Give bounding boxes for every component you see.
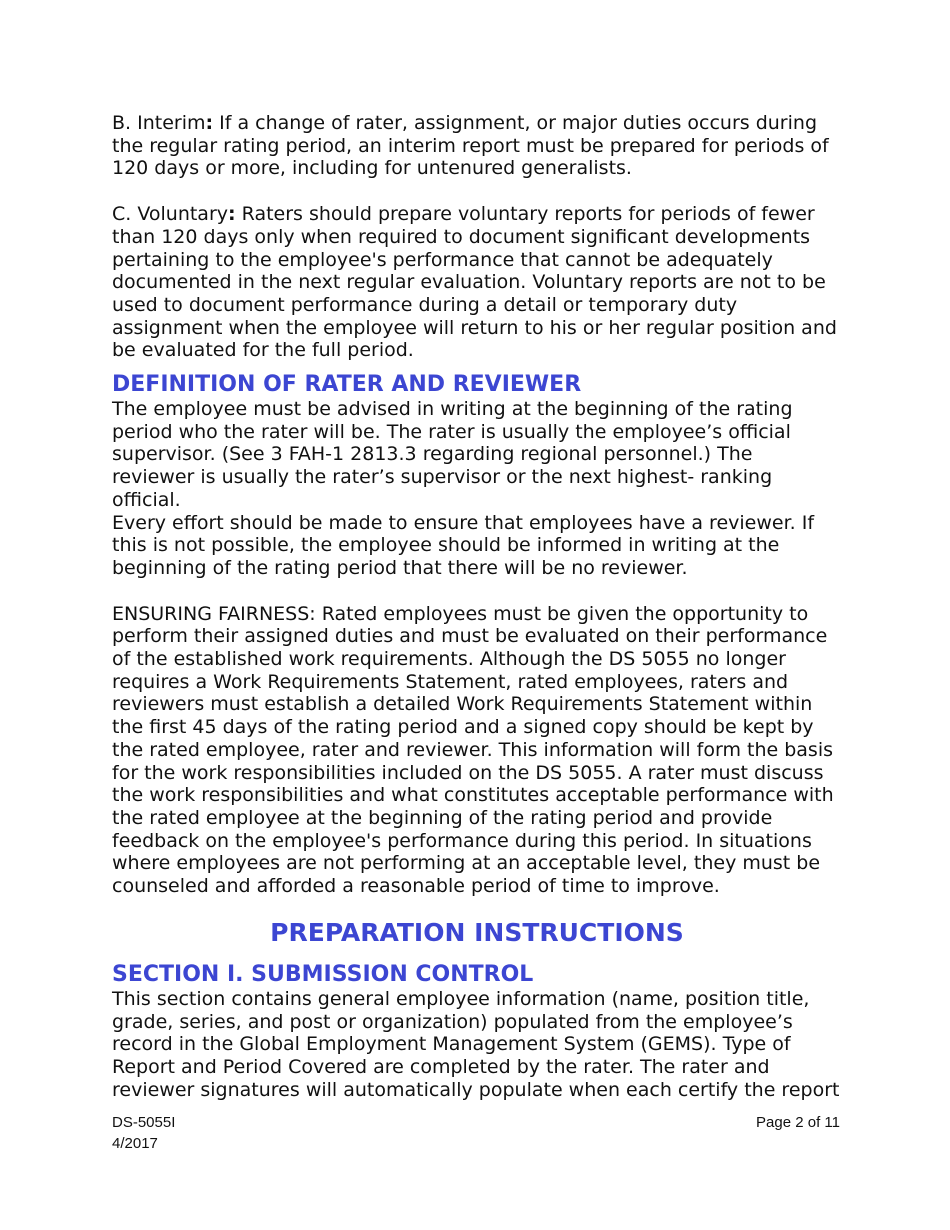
fairness-paragraph: ENSURING FAIRNESS: Rated employees must be given the opportunity to perform their assigned duties and must be evaluated on their performance of the established work requirements. Although the DS 5055 no longer requires a Work Requirements Statement, rated employees, raters and reviewers must establish a detailed Work Requirements Statement within the first 45 days of the rating period and a signed copy should be kept by the rated employee, rater and reviewer. This information will form the basis for the work responsibilities included on the DS 5055. A rater must discuss the work responsibilities and what constitutes acceptable performance with the rated employee at the beginning of the rating period and provide feedback on the employee's performance during this period. In situations where employees are not performing at an acceptable level, they must be counseled and afforded a reasonable period of time to improve. <box>112 602 834 898</box>
form-date: 4/2017 <box>112 1135 158 1152</box>
voluntary-text: Raters should prepare voluntary reports for periods of fewer than 120 days only when required to document significant developments pertaining to the employee's performance that cannot be adequately documented in the next regular evaluation. Voluntary reports are not to be used to document performance during a detail or temporary duty assignment when the employee will return to his or her regular position and be evaluated for the full period. <box>112 203 837 362</box>
preparation-heading: PREPARATION INSTRUCTIONS <box>270 917 684 947</box>
interim-paragraph <box>112 112 842 180</box>
section1-heading: SECTION I. SUBMISSION CONTROL <box>112 961 534 987</box>
section1-paragraph: This section contains general employee information (name, position title, grade, series, and post or organization) populated from the employee’s record in the Global Employment Management System (GEMS). Type of Report and Period Covered are completed by the rater. The rater and reviewer signatures will automatically populate when each certify the report <box>112 987 840 1101</box>
definition-heading: DEFINITION OF RATER AND REVIEWER <box>112 372 582 398</box>
page-number: Page 2 of 11 <box>756 1114 840 1131</box>
form-id: DS-5055I <box>112 1114 176 1131</box>
document-body <box>112 112 842 1101</box>
definition-paragraph: The employee must be advised in writing at the beginning of the rating period who the rater will be. The rater is usually the employee’s official supervisor. (See 3 FAH-1 2813.3 regarding regional personnel.) The reviewer is usually the rater’s supervisor or the next highest- ranking official. Every effort should be made to ensure that employees have a reviewer. If this is not possible, the employee should be informed in writing at the beginning of the rating period that there will be no reviewer. <box>112 398 815 579</box>
voluntary-label: C. Voluntary <box>112 203 229 226</box>
interim-colon: : <box>205 112 214 134</box>
interim-label: B. Interim <box>112 112 206 134</box>
voluntary-colon: : <box>228 203 236 226</box>
voluntary-paragraph <box>112 203 842 362</box>
interim-text: If a change of rater, assignment, or major duties occurs during the regular rating period, an interim report must be prepared for periods of 120 days or more, including for untenured generalists. <box>112 112 829 180</box>
footer-left <box>112 1112 175 1154</box>
